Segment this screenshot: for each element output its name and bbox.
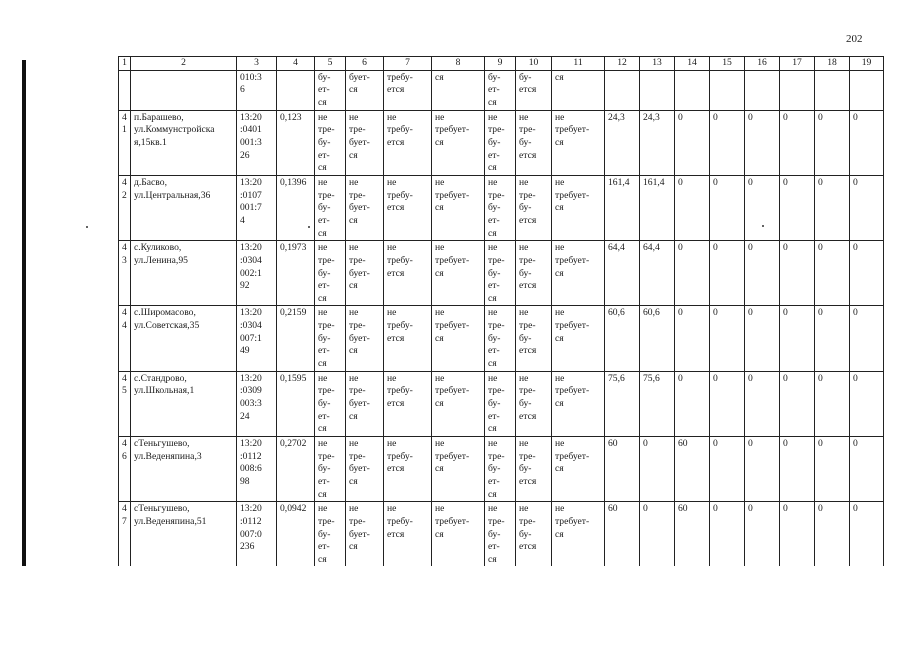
table-cell: 0 bbox=[850, 241, 884, 306]
table-cell: не тре- бу- ет- ся bbox=[485, 175, 516, 240]
table-cell: не требует- ся bbox=[552, 437, 605, 502]
column-number-cell: 18 bbox=[815, 57, 850, 71]
page-number: 202 bbox=[846, 33, 863, 45]
table-cell: 60 bbox=[605, 437, 640, 502]
table-cell: 4 7 bbox=[119, 502, 131, 567]
table-cell: не требует- ся bbox=[432, 110, 485, 175]
table-cell: 0 bbox=[815, 306, 850, 371]
table-cell: не тре- бует- ся bbox=[346, 371, 384, 436]
table-cell: не требует- ся bbox=[432, 437, 485, 502]
table-cell bbox=[675, 70, 710, 110]
table-cell: не тре- бу- ется bbox=[516, 502, 552, 567]
table-cell: с.Широмасово, ул.Советская,35 bbox=[131, 306, 237, 371]
column-number-cell: 17 bbox=[780, 57, 815, 71]
table-cell: 24,3 bbox=[605, 110, 640, 175]
table-cell: не тре- бу- ет- ся bbox=[485, 437, 516, 502]
table-cell: 0 bbox=[780, 110, 815, 175]
table-cell: не тре- бует- ся bbox=[346, 175, 384, 240]
table-cell: 0 bbox=[745, 437, 780, 502]
table-cell: 0 bbox=[745, 502, 780, 567]
table-cell bbox=[277, 70, 315, 110]
column-number-cell: 13 bbox=[640, 57, 675, 71]
table-row bbox=[119, 502, 884, 567]
table-cell: 161,4 bbox=[640, 175, 675, 240]
table-cell: 0,0942 bbox=[277, 502, 315, 567]
table-cell: 0 bbox=[815, 241, 850, 306]
table-cell: 0 bbox=[780, 306, 815, 371]
table-cell: не требует- ся bbox=[432, 306, 485, 371]
table-cell: не требу- ется bbox=[384, 175, 432, 240]
table-cell: 0 bbox=[710, 502, 745, 567]
table-cell: не тре- бу- ет- ся bbox=[315, 437, 346, 502]
table-cell: 75,6 bbox=[640, 371, 675, 436]
table-cell: не тре- бу- ет- ся bbox=[315, 241, 346, 306]
table-row bbox=[119, 175, 884, 240]
table-cell: не требует- ся bbox=[432, 241, 485, 306]
table-cell: бует- ся bbox=[346, 70, 384, 110]
table-cell: не требует- ся bbox=[552, 175, 605, 240]
table-cell bbox=[710, 70, 745, 110]
table-cell bbox=[119, 70, 131, 110]
table-cell: не требует- ся bbox=[552, 241, 605, 306]
table-cell: д.Басво, ул.Центральная,36 bbox=[131, 175, 237, 240]
table-cell: не тре- бует- ся bbox=[346, 502, 384, 567]
table-cell: не требу- ется bbox=[384, 241, 432, 306]
table-cell: с.Куликово, ул.Ленина,95 bbox=[131, 241, 237, 306]
table-cell: 010:3 6 bbox=[237, 70, 277, 110]
table-cell: ся bbox=[432, 70, 485, 110]
table-cell: 13:20 :0112 007:0 236 bbox=[237, 502, 277, 567]
table-cell: не требу- ется bbox=[384, 110, 432, 175]
table-cell: не требу- ется bbox=[384, 502, 432, 567]
table-cell: п.Барашево, ул.Коммунстройска я,15кв.1 bbox=[131, 110, 237, 175]
table-cell: 60 bbox=[675, 502, 710, 567]
column-number-cell: 3 bbox=[237, 57, 277, 71]
table-cell: не требует- ся bbox=[432, 502, 485, 567]
table-cell: 0 bbox=[675, 175, 710, 240]
table-cell: требу- ется bbox=[384, 70, 432, 110]
table-cell: 0,123 bbox=[277, 110, 315, 175]
table-cell: 0 bbox=[780, 502, 815, 567]
column-number-cell: 5 bbox=[315, 57, 346, 71]
table-cell: не требует- ся bbox=[552, 110, 605, 175]
table-cell: 0 bbox=[850, 175, 884, 240]
table-cell: не тре- бу- ет- ся bbox=[485, 306, 516, 371]
table-cell: не тре- бу- ет- ся bbox=[315, 306, 346, 371]
table-cell: не тре- бу- ет- ся bbox=[485, 110, 516, 175]
table-cell: бу- ет- ся bbox=[485, 70, 516, 110]
column-number-cell: 7 bbox=[384, 57, 432, 71]
column-number-cell: 12 bbox=[605, 57, 640, 71]
table-cell: 0 bbox=[850, 306, 884, 371]
table-cell: 0 bbox=[710, 175, 745, 240]
table-cell: 0 bbox=[675, 371, 710, 436]
table-cell: 0 bbox=[780, 371, 815, 436]
column-number-cell: 1 bbox=[119, 57, 131, 71]
table-cell: бу- ется bbox=[516, 70, 552, 110]
table-cell: 0 bbox=[710, 110, 745, 175]
column-number-cell: 14 bbox=[675, 57, 710, 71]
table-cell: 13:20 :0107 001:7 4 bbox=[237, 175, 277, 240]
table-cell: 60,6 bbox=[640, 306, 675, 371]
table-cell: сТеньгушево, ул.Веденяпина,3 bbox=[131, 437, 237, 502]
table-cell: не тре- бует- ся bbox=[346, 437, 384, 502]
table-cell: не тре- бу- ет- ся bbox=[485, 241, 516, 306]
table-cell: сТеньгушево, ул.Веденяпина,51 bbox=[131, 502, 237, 567]
table-cell: 60 bbox=[675, 437, 710, 502]
table-cell: не тре- бу- ет- ся bbox=[315, 175, 346, 240]
table-cell bbox=[850, 70, 884, 110]
column-number-cell: 19 bbox=[850, 57, 884, 71]
table-cell: не требует- ся bbox=[552, 502, 605, 567]
table-cell: не требу- ется bbox=[384, 437, 432, 502]
table-cell: не тре- бу- ется bbox=[516, 306, 552, 371]
table-cell: не тре- бу- ется bbox=[516, 110, 552, 175]
table-cell: 0 bbox=[850, 502, 884, 567]
table-row bbox=[119, 437, 884, 502]
column-number-cell: 11 bbox=[552, 57, 605, 71]
column-number-cell: 4 bbox=[277, 57, 315, 71]
table-cell: 60,6 bbox=[605, 306, 640, 371]
table-cell: 4 4 bbox=[119, 306, 131, 371]
table-cell: не тре- бу- ет- ся bbox=[315, 110, 346, 175]
table-cell: 13:20 :0304 007:1 49 bbox=[237, 306, 277, 371]
table-cell: 4 5 bbox=[119, 371, 131, 436]
table-cell: 0 bbox=[710, 241, 745, 306]
table-cell: 13:20 :0401 001:3 26 bbox=[237, 110, 277, 175]
table-cell bbox=[605, 70, 640, 110]
table-cell: 24,3 bbox=[640, 110, 675, 175]
table-cell: не тре- бует- ся bbox=[346, 110, 384, 175]
column-number-cell: 16 bbox=[745, 57, 780, 71]
table-cell: 4 1 bbox=[119, 110, 131, 175]
table-row bbox=[119, 110, 884, 175]
table-cell: 4 6 bbox=[119, 437, 131, 502]
table-cell: 0 bbox=[850, 371, 884, 436]
table-cell bbox=[131, 70, 237, 110]
table-cell bbox=[815, 70, 850, 110]
table-cell: не требует- ся bbox=[432, 175, 485, 240]
table-cell: 0 bbox=[815, 437, 850, 502]
table-cell: 0,1595 bbox=[277, 371, 315, 436]
table-cell: 161,4 bbox=[605, 175, 640, 240]
table-cell: не тре- бу- ется bbox=[516, 175, 552, 240]
column-number-cell: 2 bbox=[131, 57, 237, 71]
table-cell: 0,1973 bbox=[277, 241, 315, 306]
table-cell: 0 bbox=[640, 502, 675, 567]
table-cell: 0 bbox=[745, 306, 780, 371]
table-cell: 0,2159 bbox=[277, 306, 315, 371]
table-cell: 0 bbox=[745, 241, 780, 306]
table-cell: 0,1396 bbox=[277, 175, 315, 240]
table-cell: не тре- бу- ет- ся bbox=[485, 371, 516, 436]
table-cell: ся bbox=[552, 70, 605, 110]
table-cell: 0 bbox=[710, 437, 745, 502]
table-cell: не требует- ся bbox=[432, 371, 485, 436]
table-cell: 4 3 bbox=[119, 241, 131, 306]
table-header-row bbox=[119, 57, 884, 71]
table-cell: не тре- бует- ся bbox=[346, 241, 384, 306]
column-number-cell: 9 bbox=[485, 57, 516, 71]
table-cell: не требует- ся bbox=[552, 371, 605, 436]
column-number-cell: 10 bbox=[516, 57, 552, 71]
table-row bbox=[119, 371, 884, 436]
table-cell: 0 bbox=[815, 502, 850, 567]
table-cell: 0 bbox=[640, 437, 675, 502]
table-cell: 13:20 :0309 003:3 24 bbox=[237, 371, 277, 436]
table-cell: бу- ет- ся bbox=[315, 70, 346, 110]
table-cell: не тре- бу- ется bbox=[516, 437, 552, 502]
table-cell: 64,4 bbox=[640, 241, 675, 306]
table-cell: 0 bbox=[675, 306, 710, 371]
table-cell: 0 bbox=[710, 306, 745, 371]
table-cell: 0 bbox=[745, 110, 780, 175]
table-cell: не тре- бу- ет- ся bbox=[485, 502, 516, 567]
page-bottom-margin bbox=[0, 566, 905, 646]
scan-speck bbox=[86, 226, 88, 228]
data-table bbox=[118, 56, 884, 608]
table-cell: 0 bbox=[780, 241, 815, 306]
table-cell: не тре- бу- ется bbox=[516, 241, 552, 306]
table-cell: 13:20 :0304 002:1 92 bbox=[237, 241, 277, 306]
table-row bbox=[119, 306, 884, 371]
table-row bbox=[119, 241, 884, 306]
column-number-cell: 6 bbox=[346, 57, 384, 71]
table-cell: 0 bbox=[675, 110, 710, 175]
table-cell: не требу- ется bbox=[384, 306, 432, 371]
table-cell: с.Стандрово, ул.Школьная,1 bbox=[131, 371, 237, 436]
table-cell bbox=[780, 70, 815, 110]
table-cell: 0 bbox=[815, 175, 850, 240]
scan-edge-left bbox=[22, 60, 26, 632]
table-cell: 13:20 :0112 008:6 98 bbox=[237, 437, 277, 502]
table-cell: 0 bbox=[850, 437, 884, 502]
table-cell: не требует- ся bbox=[552, 306, 605, 371]
table-cell: не тре- бу- ется bbox=[516, 371, 552, 436]
table-cell: 0 bbox=[745, 371, 780, 436]
table-cell: 64,4 bbox=[605, 241, 640, 306]
table-cell: 0 bbox=[780, 437, 815, 502]
column-number-cell: 8 bbox=[432, 57, 485, 71]
table-cell: не требу- ется bbox=[384, 371, 432, 436]
table-cell: 60 bbox=[605, 502, 640, 567]
table-cell: 0 bbox=[815, 371, 850, 436]
table-cell: 4 2 bbox=[119, 175, 131, 240]
table-cell: не тре- бует- ся bbox=[346, 306, 384, 371]
table-cell: 0 bbox=[745, 175, 780, 240]
table-cell: не тре- бу- ет- ся bbox=[315, 502, 346, 567]
table-cell: 0 bbox=[780, 175, 815, 240]
table-row bbox=[119, 70, 884, 110]
table-cell: 0 bbox=[815, 110, 850, 175]
table-cell: не тре- бу- ет- ся bbox=[315, 371, 346, 436]
table-cell: 0 bbox=[710, 371, 745, 436]
table-cell: 0 bbox=[675, 241, 710, 306]
table-cell: 0,2702 bbox=[277, 437, 315, 502]
table-cell bbox=[640, 70, 675, 110]
table-cell: 0 bbox=[850, 110, 884, 175]
column-number-cell: 15 bbox=[710, 57, 745, 71]
table-cell bbox=[745, 70, 780, 110]
table-cell: 75,6 bbox=[605, 371, 640, 436]
